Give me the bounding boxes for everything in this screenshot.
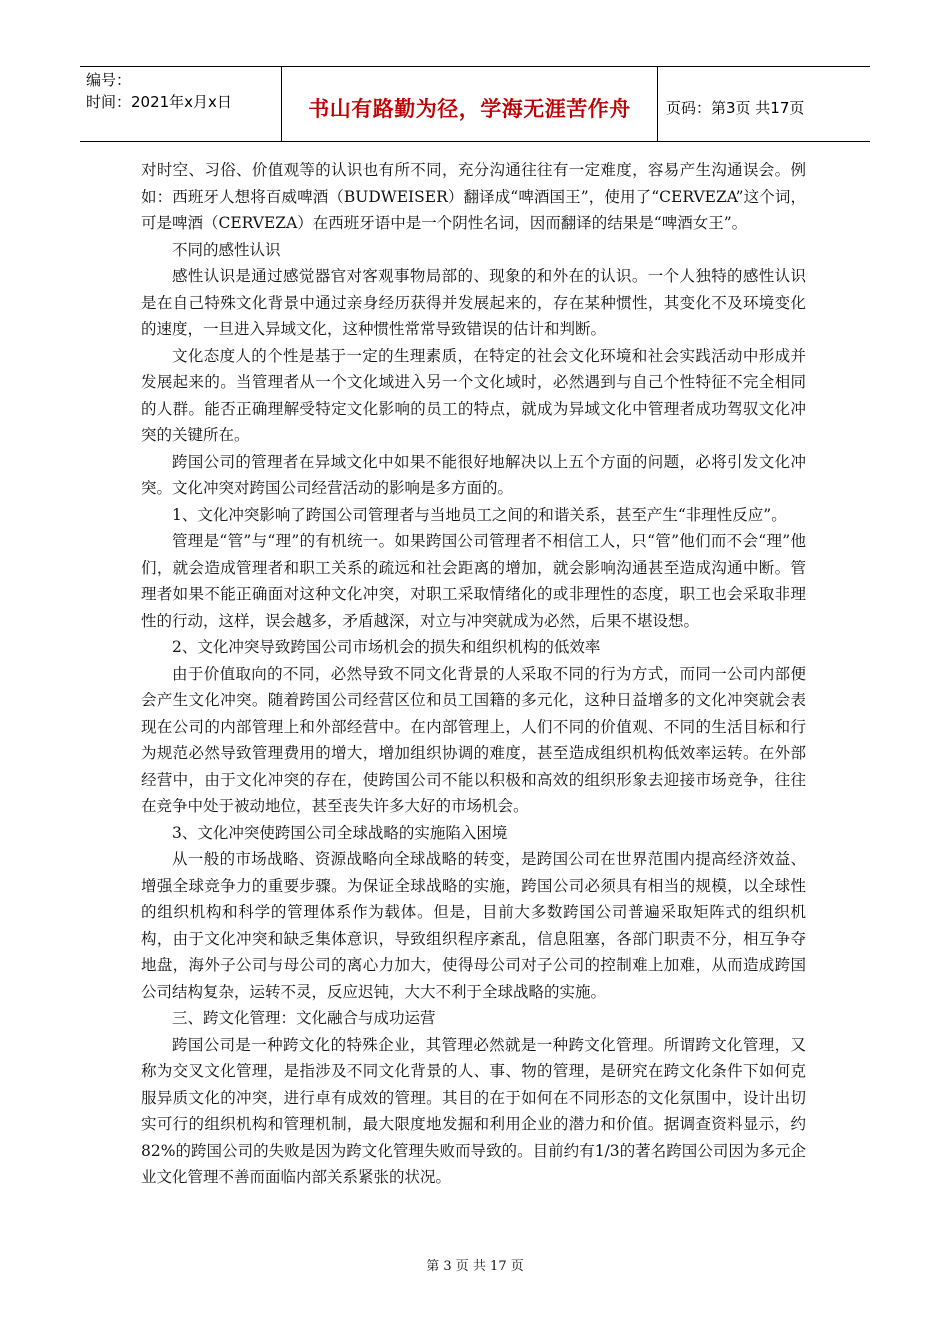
body-paragraph: 感性认识是通过感觉器官对客观事物局部的、现象的和外在的认识。一个人独特的感性认识是在自己特殊文化背景中通过亲身经历获得并发展起来的，存在某种惯性，其变化不及环境变化的速度，一旦进入异域文化，这种惯性常常导致错误的估计和判断。	[141, 267, 806, 338]
header-meta	[80, 67, 282, 141]
page-header	[80, 66, 870, 142]
body-paragraph: 跨国公司的管理者在异域文化中如果不能很好地解决以上五个方面的问题，必将引发文化冲突。文化冲突对跨国公司经营活动的影响是多方面的。	[141, 452, 806, 497]
header-page-number: 页码：第3页 共17页	[666, 98, 805, 117]
document-number-label: 编号：	[86, 71, 132, 89]
document-body	[141, 157, 806, 1247]
body-paragraph: 对时空、习俗、价值观等的认识也有所不同，充分沟通往往有一定难度，容易产生沟通误会。例如：西班牙人想将百威啤酒（BUDWEISER）翻译成“啤酒国王”，使用了“CERVEZA”这个词，可是啤酒（CERVEZA）在西班牙语中是一个阴性名词，因而翻译的结果是“啤酒女王”。	[141, 161, 806, 232]
header-motto: 书山有路勤为径，学海无涯苦作舟	[282, 67, 658, 141]
numbered-heading: 3、文化冲突使跨国公司全球战略的实施陷入困境	[172, 823, 508, 842]
page-footer: 第 3 页 共 17 页	[426, 1259, 524, 1274]
body-paragraph: 由于价值取向的不同，必然导致不同文化背景的人采取不同的行为方式，而同一公司内部便会产生文化冲突。随着跨国公司经营区位和员工国籍的多元化，这种日益增多的文化冲突就会表现在公司的内部管理上和外部经营中。在内部管理上，人们不同的价值观、不同的生活目标和行为规范必然导致管理费用的增大，增加组织协调的难度，甚至造成组织机构低效率运转。在外部经营中，由于文化冲突的存在，使跨国公司不能以积极和高效的组织形象去迎接市场竞争，往往在竞争中处于被动地位，甚至丧失许多大好的市场机会。	[141, 664, 806, 815]
body-paragraph: 文化态度人的个性是基于一定的生理素质，在特定的社会文化环境和社会实践活动中形成并发展起来的。当管理者从一个文化域进入另一个文化域时，必然遇到与自己个性特征不完全相同的人群。能否正确理解受特定文化影响的员工的特点，就成为异域文化中管理者成功驾驭文化冲突的关键所在。	[141, 346, 806, 444]
body-paragraph: 从一般的市场战略、资源战略向全球战略的转变，是跨国公司在世界范围内提高经济效益、增强全球竞争力的重要步骤。为保证全球战略的实施，跨国公司必须具有相当的规模，以全球性的组织机构和科学的管理体系作为载体。但是，目前大多数跨国公司普遍采取矩阵式的组织机构，由于文化冲突和缺乏集体意识，导致组织程序紊乱，信息阻塞，各部门职责不分，相互争夺地盘，海外子公司与母公司的离心力加大，使得母公司对子公司的控制难上加难，从而造成跨国公司结构复杂，运转不灵，反应迟钝，大大不利于全球战略的实施。	[141, 850, 806, 1001]
section-subheading: 不同的感性认识	[172, 240, 281, 259]
document-time-label: 时间：2021年x月x日	[86, 93, 232, 111]
section-heading: 三、跨文化管理：文化融合与成功运营	[172, 1009, 436, 1027]
body-paragraph: 跨国公司是一种跨文化的特殊企业，其管理必然就是一种跨文化管理。所谓跨文化管理，又称为交叉文化管理，是指涉及不同文化背景的人、事、物的管理，是研究在跨文化条件下如何克服异质文化的冲突，进行卓有成效的管理。其目的在于如何在不同形态的文化氛围中，设计出切实可行的组织机构和管理机制，最大限度地发掘和利用企业的潜力和价值。据调查资料显示，约82%的跨国公司的失败是因为跨文化管理失败而导致的。目前约有1/3的著名跨国公司因为多元企业文化管理不善而面临内部关系紧张的状况。	[141, 1035, 806, 1186]
numbered-heading: 2、文化冲突导致跨国公司市场机会的损失和组织机构的低效率	[172, 638, 601, 656]
numbered-heading: 1、文化冲突影响了跨国公司管理者与当地员工之间的和谐关系，甚至产生“非理性反应”。	[172, 505, 787, 524]
body-paragraph: 管理是“管”与“理”的有机统一。如果跨国公司管理者不相信工人，只“管”他们而不会“理”他们，就会造成管理者和职工关系的疏远和社会距离的增加，就会影响沟通甚至造成沟通中断。管理者如果不能正确面对这种文化冲突，对职工采取情绪化的或非理性的态度，职工也会采取非理性的行动，这样，误会越多，矛盾越深，对立与冲突就成为必然，后果不堪设想。	[141, 532, 806, 630]
